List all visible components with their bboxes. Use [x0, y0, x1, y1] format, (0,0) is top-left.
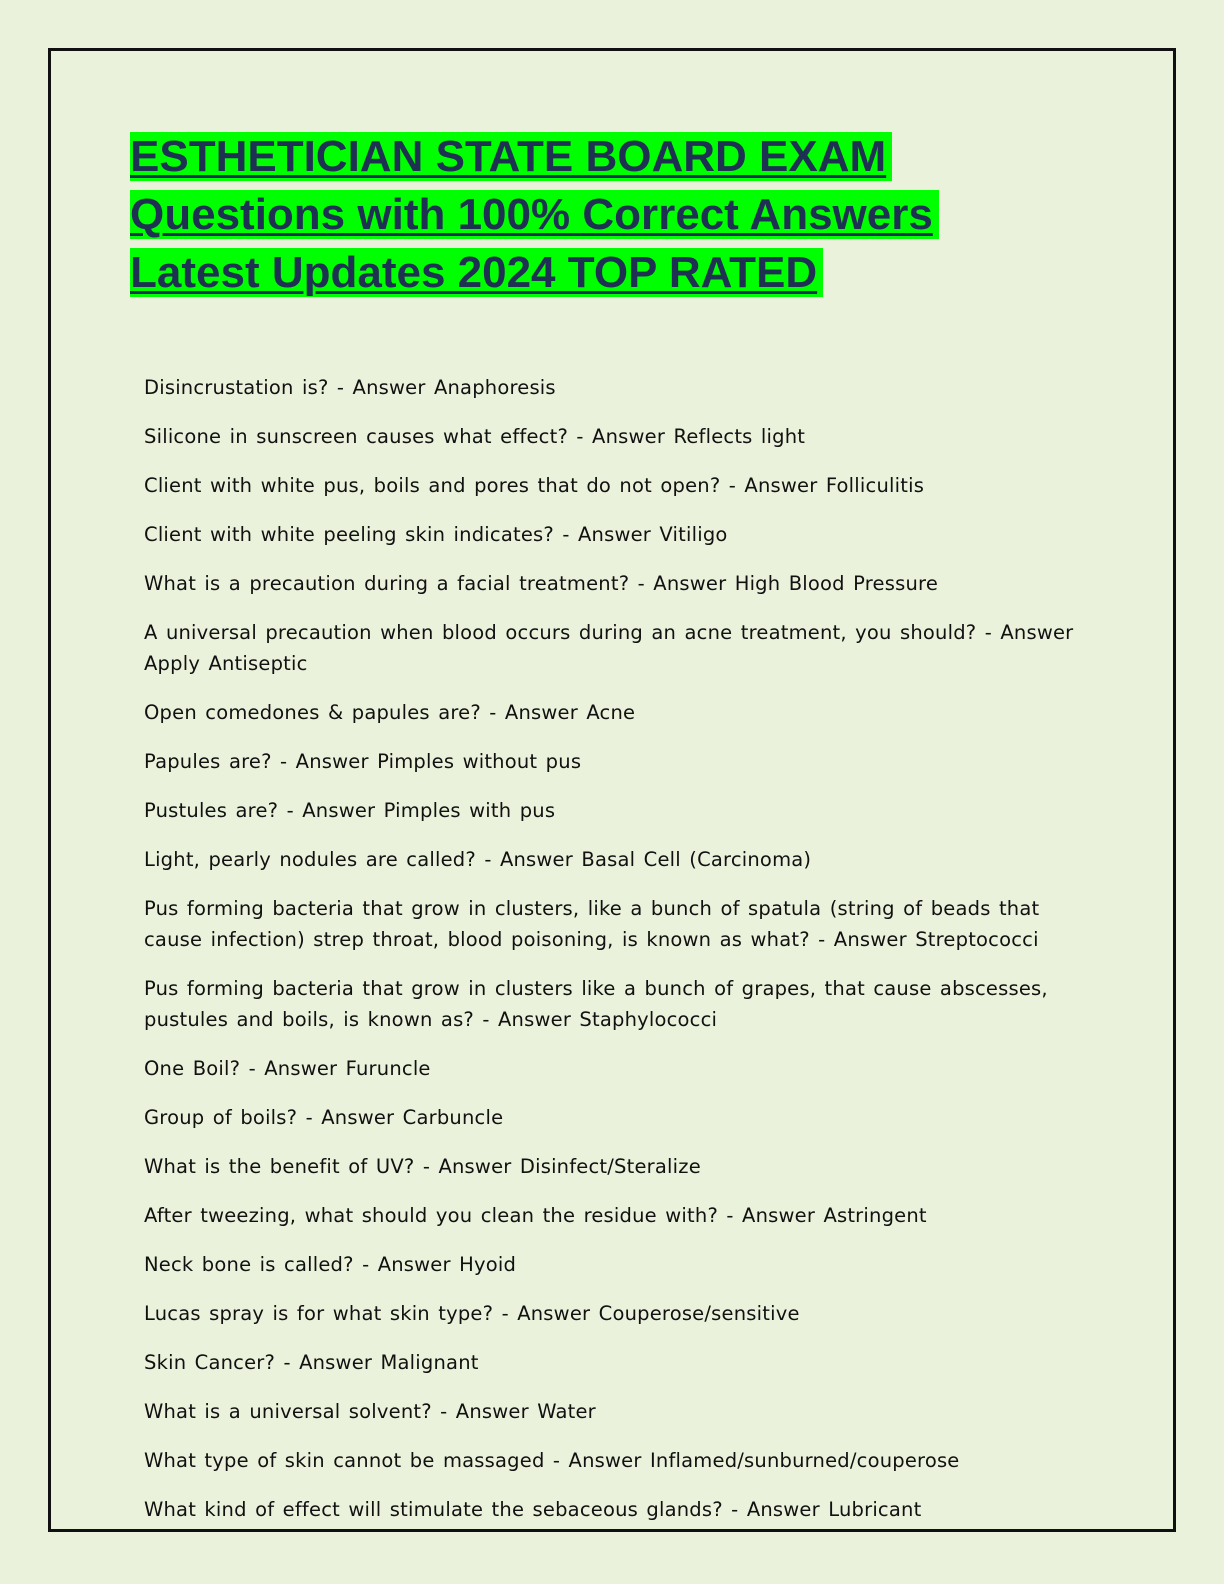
title-line-2: Questions with 100% Correct Answers	[130, 186, 1090, 244]
qa-item: Skin Cancer? - Answer Malignant	[144, 1351, 479, 1374]
qa-item: Group of boils? - Answer Carbuncle	[144, 1106, 504, 1129]
qa-item: What is a precaution during a facial treatment? - Answer High Blood Pressure	[144, 572, 939, 595]
qa-item: What is a universal solvent? - Answer Water	[144, 1400, 596, 1423]
qa-item: Client with white pus, boils and pores that do not open? - Answer Folliculitis	[144, 474, 925, 497]
qa-item: Pustules are? - Answer Pimples with pus	[144, 799, 556, 822]
qa-item: Neck bone is called? - Answer Hyoid	[144, 1253, 517, 1276]
qa-item: Client with white peeling skin indicates? - Answer Vitiligo	[144, 523, 728, 546]
qa-item: What is the benefit of UV? - Answer Disinfect/Steralize	[144, 1155, 701, 1178]
qa-item: Papules are? - Answer Pimples without pus	[144, 750, 582, 773]
qa-item: One Boil? - Answer Furuncle	[144, 1057, 431, 1080]
qa-item: Lucas spray is for what skin type? - Answer Couperose/sensitive	[144, 1302, 800, 1325]
document-title	[130, 128, 1090, 302]
qa-item: Light, pearly nodules are called? - Answer Basal Cell (Carcinoma)	[144, 848, 812, 871]
title-line-1: ESTHETICIAN STATE BOARD EXAM	[130, 128, 1090, 186]
qa-item: Pus forming bacteria that grow in clusters like a bunch of grapes, that cause abscesses, pustules and boils, is known as? - Answer Staphylococci	[144, 977, 1048, 1031]
qa-item: A universal precaution when blood occurs during an acne treatment, you should? - Answer Apply Antiseptic	[144, 621, 1074, 675]
qa-item: Disincrustation is? - Answer Anaphoresis	[144, 376, 556, 399]
title-line-3: Latest Updates 2024 TOP RATED	[130, 244, 1090, 302]
qa-item: Silicone in sunscreen causes what effect? - Answer Reflects light	[144, 425, 806, 448]
qa-item: After tweezing, what should you clean the residue with? - Answer Astringent	[144, 1204, 927, 1227]
qa-item: Pus forming bacteria that grow in clusters, like a bunch of spatula (string of beads that cause infection) strep throat, blood poisoning, is known as what? - Answer Streptococci	[144, 897, 1040, 951]
qa-item: What type of skin cannot be massaged - Answer Inflamed/sunburned/couperose	[144, 1449, 960, 1472]
qa-item: Open comedones & papules are? - Answer Acne	[144, 701, 636, 724]
qa-item: What kind of effect will stimulate the sebaceous glands? - Answer Lubricant	[144, 1498, 922, 1521]
question-answer-list	[144, 372, 1074, 1543]
